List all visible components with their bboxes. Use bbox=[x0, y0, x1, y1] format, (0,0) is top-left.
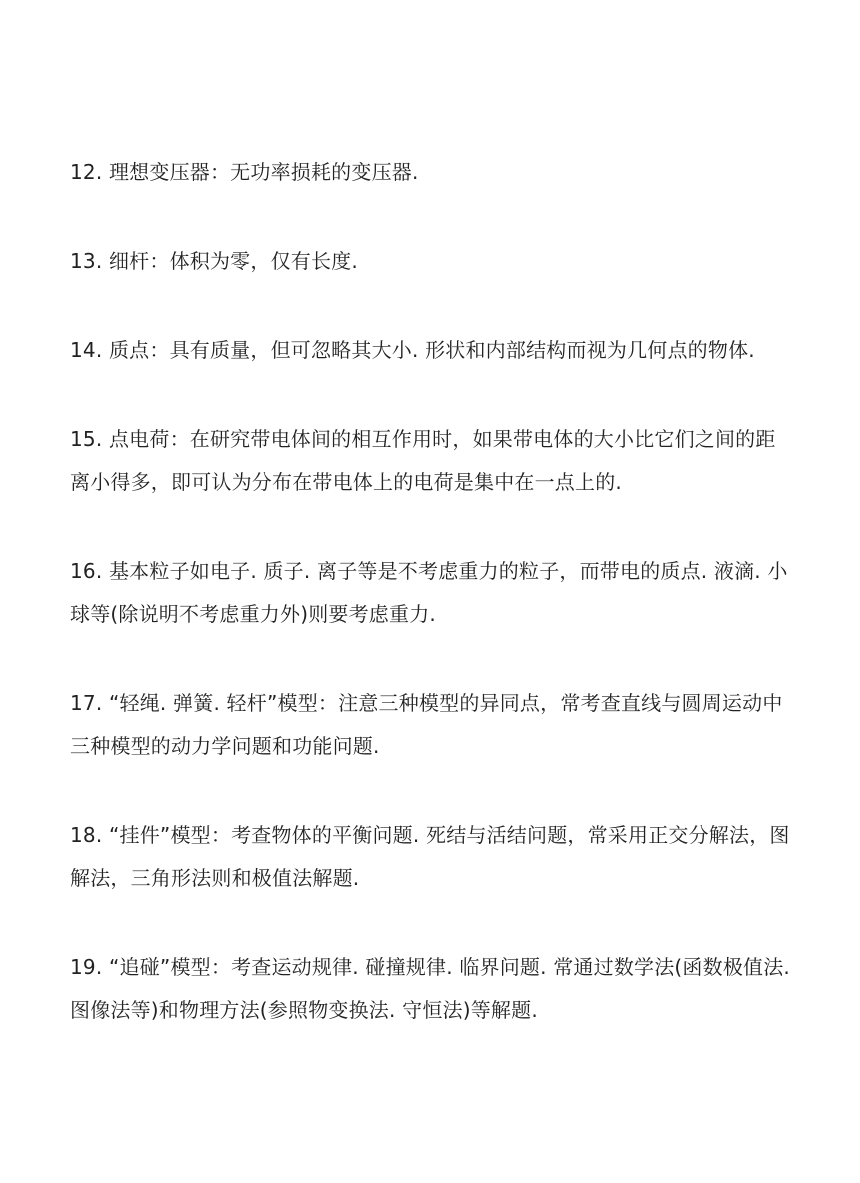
list-item-12: 12. 理想变压器：无功率损耗的变压器. bbox=[70, 160, 419, 184]
list-item-15: 15. 点电荷：在研究带电体间的相互作用时，如果带电体的大小比它们之间的距离小得多，即可认为分布在带电体上的电荷是集中在一点上的. bbox=[70, 427, 776, 494]
list-item-16: 16. 基本粒子如电子. 质子. 离子等是不考虑重力的粒子，而带电的质点. 液滴. 小球等(除说明不考虑重力外)则要考虑重力. bbox=[70, 559, 788, 626]
list-item-19: 19. “追碰”模型：考查运动规律. 碰撞规律. 临界问题. 常通过数学法(函数极值法. 图像法等)和物理方法(参照物变换法. 守恒法)等解题. bbox=[70, 955, 790, 1022]
list-item-17: 17. “轻绳. 弹簧. 轻杆”模型：注意三种模型的异同点，常考查直线与圆周运动中三种模型的动力学问题和功能问题. bbox=[70, 691, 783, 758]
list-item-18: 18. “挂件”模型：考查物体的平衡问题. 死结与活结问题，常采用正交分解法，图解法，三角形法则和极值法解题. bbox=[70, 823, 790, 890]
list-item-14: 14. 质点：具有质量，但可忽略其大小. 形状和内部结构而视为几何点的物体. bbox=[70, 338, 755, 362]
list-item-13: 13. 细杆：体积为零，仅有长度. bbox=[70, 249, 358, 273]
definition-list bbox=[70, 151, 790, 1032]
